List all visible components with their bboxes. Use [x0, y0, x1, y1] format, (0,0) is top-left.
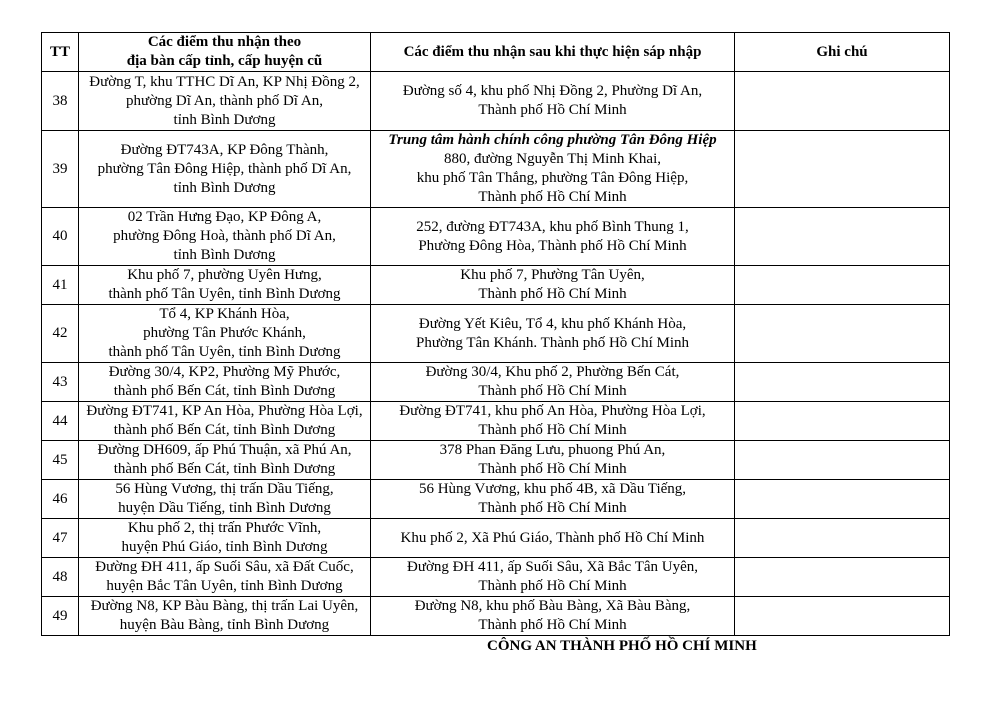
- new-location: [371, 558, 735, 597]
- table-row: [42, 208, 950, 266]
- new-location: [371, 208, 735, 266]
- new-location: [371, 131, 735, 208]
- new-location: [371, 72, 735, 131]
- row-number: 39: [42, 131, 79, 208]
- old-location: Tổ 4, KP Khánh Hòa, phường Tân Phước Khánh, thành phố Tân Uyên, tỉnh Bình Dương: [79, 305, 371, 363]
- old-location: Đường T, khu TTHC Dĩ An, KP Nhị Đồng 2, phường Dĩ An, thành phố Dĩ An, tỉnh Bình Dương: [79, 72, 371, 131]
- new-location-title: Trung tâm hành chính công phường Tân Đông Hiệp: [388, 132, 717, 148]
- header-new-locations: Các điểm thu nhận sau khi thực hiện sáp nhập: [371, 33, 735, 72]
- row-number: 45: [42, 441, 79, 480]
- old-location: Đường DH609, ấp Phú Thuận, xã Phú An, thành phố Bến Cát, tỉnh Bình Dương: [79, 441, 371, 480]
- new-location-address: Khu phố 2, Xã Phú Giáo, Thành phố Hồ Chí Minh: [400, 529, 705, 546]
- header-tt: TT: [42, 33, 79, 72]
- row-number: 41: [42, 266, 79, 305]
- table-row: [42, 597, 950, 636]
- note-cell: [735, 402, 950, 441]
- note-cell: [735, 480, 950, 519]
- note-cell: [735, 131, 950, 208]
- table-row: [42, 480, 950, 519]
- note-cell: [735, 597, 950, 636]
- note-cell: [735, 305, 950, 363]
- locations-table: [41, 32, 950, 636]
- row-number: 49: [42, 597, 79, 636]
- note-cell: [735, 266, 950, 305]
- new-location: [371, 480, 735, 519]
- table-row: [42, 441, 950, 480]
- row-number: 44: [42, 402, 79, 441]
- note-cell: [735, 363, 950, 402]
- row-number: 38: [42, 72, 79, 131]
- new-location-address: 880, đường Nguyễn Thị Minh Khai, khu phố Tân Thắng, phường Tân Đông Hiệp, Thành phố Hồ Chí Minh: [416, 151, 689, 205]
- old-location: Khu phố 2, thị trấn Phước Vĩnh, huyện Phú Giáo, tỉnh Bình Dương: [79, 519, 371, 558]
- new-location: [371, 441, 735, 480]
- table-row: [42, 402, 950, 441]
- new-location-address: 252, đường ĐT743A, khu phố Bình Thung 1, Phường Đông Hòa, Thành phố Hồ Chí Minh: [416, 218, 689, 254]
- table-row: [42, 519, 950, 558]
- new-location-address: Khu phố 7, Phường Tân Uyên, Thành phố Hồ Chí Minh: [460, 267, 645, 302]
- note-cell: [735, 519, 950, 558]
- new-location-address: 56 Hùng Vương, khu phố 4B, xã Dầu Tiếng, Thành phố Hồ Chí Minh: [418, 481, 687, 516]
- new-location-address: Đường N8, khu phố Bàu Bàng, Xã Bàu Bàng, Thành phố Hồ Chí Minh: [414, 598, 691, 633]
- new-location-address: Đường ĐT741, khu phố An Hòa, Phường Hòa Lợi, Thành phố Hồ Chí Minh: [399, 403, 706, 438]
- old-location: Khu phố 7, phường Uyên Hưng, thành phố Tân Uyên, tỉnh Bình Dương: [79, 266, 371, 305]
- note-cell: [735, 208, 950, 266]
- row-number: 42: [42, 305, 79, 363]
- old-location: Đường N8, KP Bàu Bàng, thị trấn Lai Uyên, huyện Bàu Bàng, tỉnh Bình Dương: [79, 597, 371, 636]
- new-location-address: 378 Phan Đăng Lưu, phuong Phú An, Thành phố Hồ Chí Minh: [439, 442, 666, 477]
- note-cell: [735, 441, 950, 480]
- new-location: [371, 305, 735, 363]
- row-number: 48: [42, 558, 79, 597]
- header-old-locations: Các điểm thu nhận theo địa bàn cấp tỉnh, cấp huyện cũ: [79, 33, 371, 72]
- old-location: 02 Trần Hưng Đạo, KP Đông A, phường Đông Hoà, thành phố Dĩ An, tỉnh Bình Dương: [79, 208, 371, 266]
- row-number: 40: [42, 208, 79, 266]
- table-row: [42, 558, 950, 597]
- old-location: Đường ĐT741, KP An Hòa, Phường Hòa Lợi, thành phố Bến Cát, tỉnh Bình Dương: [79, 402, 371, 441]
- row-number: 47: [42, 519, 79, 558]
- new-location: [371, 363, 735, 402]
- table-row: [42, 363, 950, 402]
- header-notes: Ghi chú: [735, 33, 950, 72]
- new-location-address: Đường số 4, khu phố Nhị Đồng 2, Phường Dĩ An, Thành phố Hồ Chí Minh: [402, 83, 703, 118]
- new-location-address: Đường Yết Kiêu, Tổ 4, khu phố Khánh Hòa, Phường Tân Khánh. Thành phố Hồ Chí Minh: [415, 315, 689, 351]
- new-location: [371, 519, 735, 558]
- new-location-address: Đường 30/4, Khu phố 2, Phường Bến Cát, Thành phố Hồ Chí Minh: [425, 364, 680, 399]
- row-number: 43: [42, 363, 79, 402]
- signature-line: CÔNG AN THÀNH PHỐ HỒ CHÍ MINH: [487, 638, 757, 654]
- table-header-row: [42, 33, 950, 72]
- new-location: [371, 597, 735, 636]
- note-cell: [735, 72, 950, 131]
- new-location-address: Đường ĐH 411, ấp Suối Sâu, Xã Bắc Tân Uyên, Thành phố Hồ Chí Minh: [406, 559, 699, 594]
- table-row: [42, 266, 950, 305]
- row-number: 46: [42, 480, 79, 519]
- table-row: [42, 305, 950, 363]
- old-location: 56 Hùng Vương, thị trấn Dầu Tiếng, huyện Dầu Tiếng, tỉnh Bình Dương: [79, 480, 371, 519]
- new-location: [371, 402, 735, 441]
- table-row: [42, 131, 950, 208]
- table-row: [42, 72, 950, 131]
- old-location: Đường ĐT743A, KP Đông Thành, phường Tân Đông Hiệp, thành phố Dĩ An, tỉnh Bình Dương: [79, 131, 371, 208]
- note-cell: [735, 558, 950, 597]
- new-location: [371, 266, 735, 305]
- old-location: Đường 30/4, KP2, Phường Mỹ Phước, thành phố Bến Cát, tỉnh Bình Dương: [79, 363, 371, 402]
- old-location: Đường ĐH 411, ấp Suối Sâu, xã Đất Cuốc, huyện Bắc Tân Uyên, tỉnh Bình Dương: [79, 558, 371, 597]
